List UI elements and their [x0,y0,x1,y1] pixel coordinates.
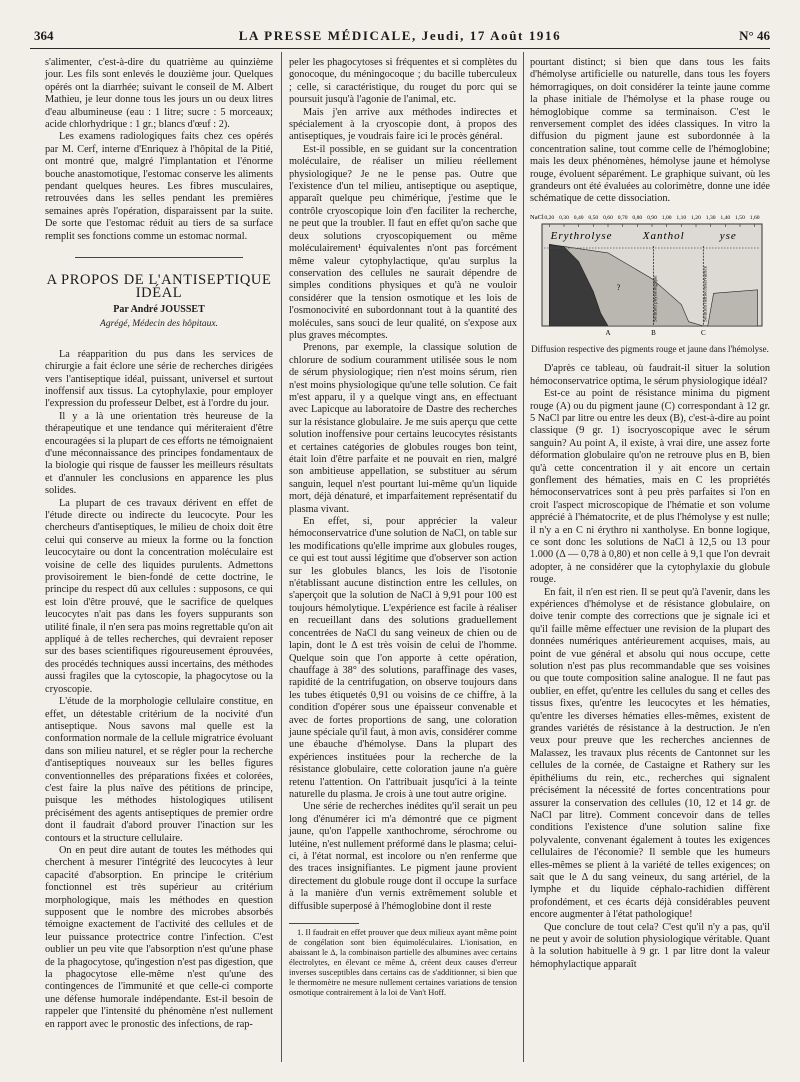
x-tick-label: 1,40 [720,214,731,221]
point-label: A [605,328,611,337]
x-tick-label: 0,60 [603,214,613,221]
column-3 [530,57,770,971]
vertical-label: Solution hémoconservatrice [703,265,709,322]
footnote: 1. Il faudrait en effet prouver que deux milieux ayant même point de congélation sont bien équimoléculaires. L'ionisation, en abaissant le Δ, la combinaison partielle des albumines avec certains électrolytes, en élevant ce même Δ, créent deux causes d'erreur inverses susceptibles dans certains cas de s'additionner, si bien que le thermomètre ne mesure nullement certaines variations de tension osmotique contrairement à la loi de Van't Hoff. [289,928,517,998]
paragraph: Il y a là une orientation très heureuse de la thérapeutique et une tendance qui mériteraient d'être encouragées si la plupart de ces efforts ne témoignaient d'une méconnaissance des principes fondamentaux de la biologie qui risque de fausser les meilleurs résultats et d'annuler les conclusions en apparence les plus solides. [45,410,273,497]
paragraph: L'étude de la morphologie cellulaire constitue, en effet, un détestable critérium de la nocivité d'un antiseptique. Nous savons mal quelle est la conformation normale de la cellule migratrice évoluant dans son milieu naturel, et se régler pour la recherche d'antiseptiques nouveaux sur les belles figures conventionnelles des préparations fixées et colorées, c'est faire la plus naïve des pétitions de principe, puisque les méthodes histologiques utilisent précisément des agents antiseptiques de premier ordre dont il faudrait d'abord prouver l'inaction sur les contours et la structure cellulaire. [45,696,273,844]
figure-caption: Diffusion respective des pigments rouge et jaune dans l'hémolyse. [531,344,769,355]
paragraph: La réapparition du pus dans les services de chirurgie a fait éclore une série de recherches dirigées vers l'antiseptique idéal, puissant, universel et surtout inoffensif aux tissus. La cytophylaxie, pour employer l'expression du professeur Delbet, est à l'ordre du jour. [45,348,273,410]
point-label: B [651,328,656,337]
journal-title: LA PRESSE MÉDICALE, Jeudi, 17 Août 1916 [238,28,562,43]
section-divider [75,257,243,258]
paragraph: Que conclure de tout cela? C'est qu'il n'y a pas, qu'il ne peut y avoir de solution physiologique véritable. Quant à la solution habituelle à 9 gr. 1 par litre dont la valeur hémophylactique apparaît [530,921,770,970]
column-separator [523,52,524,1062]
x-tick-label: 1,00 [661,214,672,221]
x-axis-label: NaCl [530,213,544,221]
region-label: Erythrolyse [550,229,613,242]
paragraph: Les examens radiologiques faits chez ces opérés par M. Cerf, interne d'Enriquez à l'hôpital de la Pitié, ont montré que, malgré l'implantation et l'énorme bouche anastomotique, l'estomac conserve les aliments pendant quelques heures. Les fibres musculaires, retrouvées dans les selles pendant les premières semaines après l'opération, disparaissent par la suite. De sorte que l'estomac réduit au tiers de sa surface remplit ses fonctions comme un estomac normal. [45,131,273,242]
paragraph: D'après ce tableau, où faudrait-il situer la solution hémoconservatrice optima, le sérum physiologique idéal? [530,363,770,387]
x-tick-label: 0,30 [559,214,569,221]
hemolysis-chart [530,210,770,342]
series-high-concentration [708,290,758,326]
paragraph: En effet, si, pour apprécier la valeur hémoconservatrice d'une solution de NaCl, on table sur les modifications qu'elle imprime aux globules rouges, ce qui est tout aussi légitime que d'observer son action sur les globules blancs, les lois de l'isotonie n'établissant aucune distinction entre les cellules, on s'aperçoit que la solution de NaCl à 9,91 pour 100 est toujours hémolytique. L'expérience est facile à réaliser en recueillant dans des solutions graduellement concentrées de NaCl du sang veineux de chien ou de lapin, dont le Δ est très voisin de celui de l'homme. Quelque soin que l'on apporte à cette opération, chauffage à 38° des solutions, paraffinage des vases, rapidité de la centrifugation, on observe toujours dans les tubes étiquetés 0,91 ou voisins de ce chiffre, à la condition d'opérer sous une épaisseur convenable et avec de fortes proportions de sang, une coloration jaune spéciale qu'il faut, à mon avis, considérer comme une ébauche d'hémolyse. Dans la plupart des expériences instituées pour la recherche de la résistance globulaire, cette coloration jaune n'a guère retenu l'attention. On l'attribuait jusqu'ici à la teinte naturelle du plasma. Je crois à une tout autre origine. [289,516,517,800]
page-header [30,28,770,46]
header-rule [30,48,770,49]
x-tick-label: 0,50 [588,214,599,221]
x-tick-label: 0,90 [647,214,657,221]
paragraph: pourtant distinct; si bien que dans tous les faits d'hémolyse artificielle ou naturelle, dans tous les foyers hémorragiques, on doit considérer la teinte jaune comme la phase initiale de l'hémolyse et la phase rouge ou hémoglobique comme sa terminaison. C'est le renversement complet des idées classiques. In vitro la diffusion du pigment jaune est subordonnée à la concentration saline, tout comme celle de l'hémoglobine; mais les deux phénomènes, hémolyse jaune et hémolyse rouge, évoluent séparément. Le graphique suivant, où les grandeurs ont été évaluées au colorimètre, donne une idée schématique de cette dissociation. [530,57,770,205]
column-1 [45,57,273,1031]
question-mark: ? [616,282,621,292]
paragraph: s'alimenter, c'est-à-dire du quatrième au quinzième jour. Les fils sont enlevés le douzième jour. Quelques opérés ont la diarrhée; suivant le conseil de M. Albert Mathieu, je leur donne tous les jours un ou deux litres d'eau albumineuse (eau : 1 litre; sucre : 5 morceaux; acide chlorhydrique : 1 gr.; blancs d'œuf : 2). [45,57,273,131]
x-tick-label: 1,30 [705,214,716,221]
x-tick-label: 1,20 [691,214,701,221]
paragraph: peler les phagocytoses si fréquentes et si complètes du gonocoque, du méningocoque ; du bacille tuberculeux ; celle, si caractéristique, du rouget du porc qui se poursuit jusqu'à l'agonie de l'animal, etc. [289,57,517,106]
column-separator [281,52,282,1062]
paragraph: Une série de recherches inédites qu'il serait un peu long d'énumérer ici m'a démontré que ce pigment jaune, qu'on l'appelle xanthochrome, sérochrome ou lutéine, n'est nullement préformé dans le plasma; celui-ci, à l'état normal, est incolore ou n'en renferme que des traces insignifiantes. Le pigment jaune provient directement du globule rouge dont il occupe la surface à la manière d'un vernis extrêmement soluble et diffusible superposé à l'hémoglobine dont il reste [289,801,517,912]
chart-svg [530,210,770,338]
region-label: Xanthol [642,229,685,242]
x-tick-label: 1,50 [735,214,745,221]
vertical-label: Solution physiologique [653,275,659,322]
paragraph: La plupart de ces travaux dérivent en effet de l'étude directe ou indirecte du leucocyte. Pour les chercheurs d'antiseptiques, le milieu de choix doit être celui qui conserve au mieux la forme ou la fonction leucocytaire ou dont la concentration moléculaire est voisine de celle des liquides purulents. Admettons provisoirement le bien-fondé de cette doctrine, le principe du respect dû aux cellules : supposons, ce qui est loin d'être prouvé, que le sacrifice de quelques leucocytes n'ait pas dans les foyers suppurants son utilité finale, il n'en sera pas moins regrettable qu'on ait appliqué à de telles recherches, qui devraient reposer sur des bases scientifiques rigoureusement éprouvées, des procédés techniques aussi incertains, des méthodes aussi fragiles que la cytoscopie, la phagocytose ou la cryoscopie. [45,497,273,695]
x-tick-label: 0,20 [544,214,555,221]
article-title: A PROPOS DE L'ANTISEPTIQUE IDÉAL [46,272,272,301]
paragraph: Est-il possible, en se guidant sur la concentration moléculaire, de réaliser un milieu réellement physiologique? Je ne le pense pas. Outre que l'existence d'un tel milieu, antiseptique ou aseptique, apparaît quelque peu chimérique, j'estime que le contrôle cryoscopique loin d'en faciliter la recherche, ne peut que la troubler. Il faut en effet qu'on sache que deux solutions cryoscopiquement ou même moléculairement¹ équivalentes n'ont pas forcément même valeur cytophylactique, qu'au surplus la conservation des cellules ne saurait dépendre de simples conditions physiques et qu'à ne vouloir considérer que la tension osmotique et les lois de l'osmonocivité en subordonnant tout à la quantité des molécules, sans souci de leur qualité, on s'expose aux plus graves mécomptes. [289,143,517,341]
x-tick-label: 0,80 [632,214,643,221]
x-tick-label: 0,70 [617,214,628,221]
point-label: C [700,328,706,337]
region-label: yse [719,229,737,242]
paragraph: Mais j'en arrive aux méthodes indirectes et spécialement à la cryoscopie dont, à propos des antiseptiques, je voudrais faire ici le procès général. [289,106,517,143]
footnote-rule [289,923,359,924]
author-affiliation: Agrégé, Médecin des hôpitaux. [100,319,218,330]
paragraph: Est-ce au point de résistance minima du pigment rouge (A) ou du pigment jaune (C) correspondant à 12 gr. 5 NaCl par litre ou entre les deux (B), c'est-à-dire au point classique (9 gr. 1) isocryoscopique avec le sérum sanguin? Au point A, il existe, à vrai dire, une assez forte déformation globulaire qu'on ne retrouve plus en B, bien qu'à cette concentration il y ait encore un certain gonflement des hématies, mais en C les propriétés hémoconservatrices sont à peu près parfaites si l'on en croit l'aspect microscopique de l'hématie et son volume apprécié à l'hématocrite, et de plus l'hémolyse y est nulle; il n'y a en C ni érythro ni xantholyse. En bonne logique, ce sont donc les solutions de NaCl à 12,5 ou 13 pour 1.000 (Δ — 0,78 à 0,80) et non celle à 9,1 que l'on devrait adopter, à ne considérer que la cytophylaxie du globule rouge. [530,388,770,586]
paragraph: On en peut dire autant de toutes les méthodes qui cherchent à mesurer l'intégrité des leucocytes à leur capacité d'absorption. En principe le critérium fonctionnel est très supérieur au critérium morphologique, mais les méthodes en question supposent que le nombre des microbes absorbés témoigne exactement de l'activité des cellules et de leur puissance protectrice contre l'infection. C'est oublier un peu vite que l'absorption n'est qu'une phase de la phagocytose, qu'ingestion n'est pas digestion, que la phagocytose elle-même n'est qu'une des contingences de l'immunité et que celle-ci comporte une défense humorale indépendante. Est-il besoin de rappeler que l'intensité du phénomène n'est nullement en rapport avec le pronostic des infections, de rap- [45,844,273,1030]
paragraph: Prenons, par exemple, la classique solution de chlorure de sodium couramment utilisée sous le nom de sérum physiologique; rien n'est moins sérum, rien n'est moins physiologique qu'une telle solution. Ce fait m'est apparu, il y a quelque vingt ans, en effectuant avec Lapicque au laboratoire de Dastre des recherches sur la résistance globulaire. Je me suis aperçu que cette solution inoffensive pour certains leucocytes résistants et certaines catégories de globules rouges bon teint, était loin d'être parfaite et ne pouvait en rien, malgré son ambitieuse appellation, se substituer au sérum sanguin, lequel n'est pourtant lui-même qu'un liquide mort, déjà dénaturé, et imparfaitement représentatif du plasma vivant. [289,342,517,515]
page-number: 364 [34,28,54,43]
paragraph: En fait, il n'en est rien. Il se peut qu'à l'avenir, dans les expériences d'hémolyse et de résistance globulaire, on doive tenir compte des corrections que je signale ici et qu'il faille même effectuer une revision de la plupart des données numériques antérieurement acquises, mais, au point de vue général et absolu qui nous occupe, cette solution n'est pas plus recommandable que ses voisines ou que toute composition saline analogue. Il ne faut pas oublier, en effet, qu'entre les cellules du sang et celles des tissus fixes, qu'entre les leucocytes et les hématies, qu'entre les diverses hématies elles-mêmes, existent de grandes variétés de résistance à la destruction. Je n'en veux pour preuve que les recherches anciennes de Malassez, les travaux plus récents de Cantonnet sur les cellules de la cornée, de Castaigne et Rathery sur les épithéliums du rein, etc., recherches qui signalent précisément la nécessité de fortes concentrations pour assurer la conservation des cellules (10, 12 et 14 gr. de NaCl par litre). Comment concevoir dans de telles conditions l'existence d'une solution saline fixe polyvalente, convenant également à toutes les exigences cellulaires de l'économie? Il semble que les humeurs elles-mêmes se plient à la variété de telles exigences; on sait que le Δ du sang veineux, du sang artériel, de la lymphe et du liquide céphalo-rachidien diffèrent profondément, et ces écarts déjà considérables peuvent encore augmenter à l'état pathologique! [530,586,770,921]
x-tick-label: 0,40 [573,214,584,221]
column-2 [289,57,517,998]
x-tick-label: 1,60 [749,214,760,221]
x-tick-label: 1,10 [676,214,687,221]
issue-number: N° 46 [739,28,770,43]
article-author: Par André JOUSSET [113,303,205,315]
